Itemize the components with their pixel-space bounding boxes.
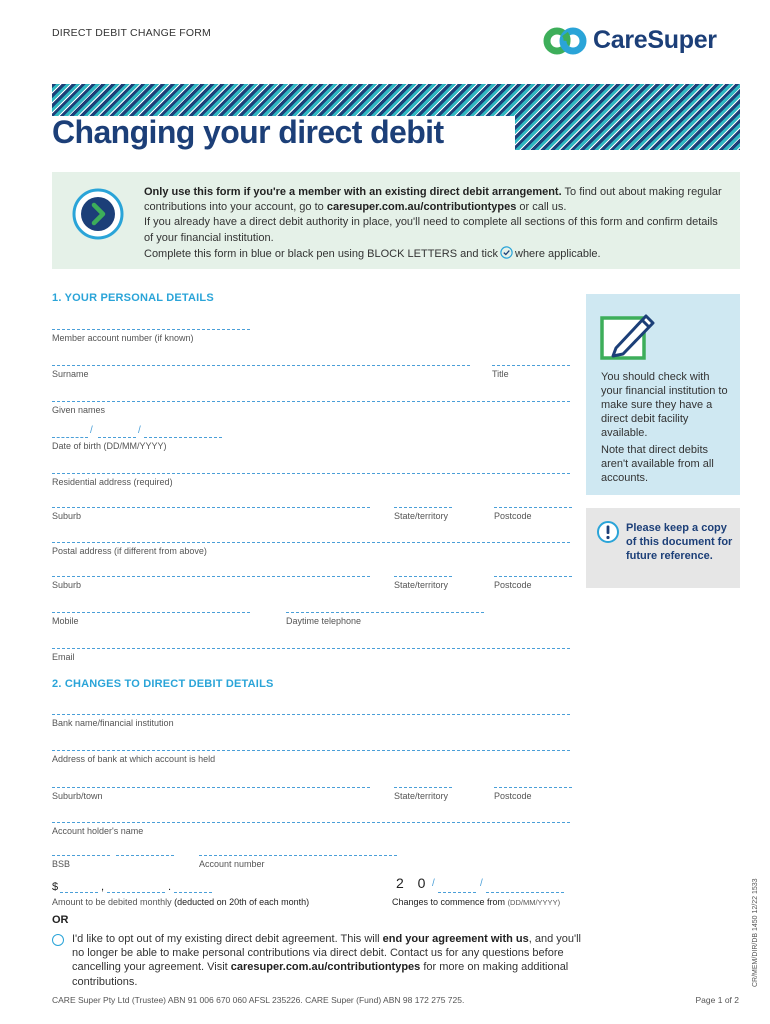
caresuper-logo-icon xyxy=(543,27,587,55)
dob-slash: / xyxy=(138,425,141,436)
arrow-circle-icon xyxy=(70,186,126,242)
bank-address-input[interactable] xyxy=(52,750,570,751)
bank-name-input[interactable] xyxy=(52,714,570,715)
bsb-part2-input[interactable] xyxy=(116,855,174,856)
postal-suburb-input[interactable] xyxy=(52,576,370,577)
daytime-telephone-input[interactable] xyxy=(286,612,484,613)
intro-panel xyxy=(52,172,740,269)
year-prefix: 2 0 xyxy=(396,875,431,891)
bsb-part1-input[interactable] xyxy=(52,855,110,856)
intro-line-2: If you already have a direct debit authority in place, you'll need to complete all sections of this form and confirm details of your financial institution. xyxy=(144,216,718,244)
dob-year-input[interactable] xyxy=(144,437,222,438)
intro-text xyxy=(144,185,724,262)
bank-suburb-label: Suburb/town xyxy=(52,791,103,801)
suburb-label: Suburb xyxy=(52,511,82,521)
amount-comma: , xyxy=(101,881,105,893)
surname-label: Surname xyxy=(52,369,89,379)
amount-cents-input[interactable] xyxy=(174,892,212,893)
check-institution-p2: Note that direct debits aren't available from all accounts. xyxy=(601,444,714,484)
keep-copy-text: Please keep a copy of this document for future reference. xyxy=(626,522,733,562)
or-label: OR xyxy=(52,914,69,926)
exclamation-icon xyxy=(596,520,620,544)
opt-out-link[interactable]: caresuper.com.au/contributiontypes xyxy=(230,961,421,974)
title-label: Title xyxy=(492,369,509,379)
check-institution-p1: You should check with your financial institution to make sure they have a direct debit facility available. xyxy=(601,371,728,439)
bank-state-input[interactable] xyxy=(394,787,452,788)
mobile-label: Mobile xyxy=(52,616,79,626)
postal-state-input[interactable] xyxy=(394,576,452,577)
date-slash: / xyxy=(480,878,483,889)
dob-slash: / xyxy=(90,425,93,436)
state-input[interactable] xyxy=(394,507,452,508)
account-holder-label: Account holder's name xyxy=(52,826,144,836)
commence-month-input[interactable] xyxy=(438,892,476,893)
intro-line-1: Only use this form if you're a member with an existing direct debit arrangement. To find out about making regular contributions into your account, go to caresuper.com.au/contributiontypes or call us. xyxy=(144,186,722,214)
dob-month-input[interactable] xyxy=(98,437,136,438)
section-2-heading: 2. CHANGES TO DIRECT DEBIT DETAILS xyxy=(52,678,274,690)
surname-input[interactable] xyxy=(52,365,470,366)
bank-postcode-label: Postcode xyxy=(494,791,532,801)
opt-out-checkbox[interactable] xyxy=(52,934,64,946)
postal-suburb-label: Suburb xyxy=(52,580,82,590)
bank-state-label: State/territory xyxy=(394,791,449,801)
postcode-label: Postcode xyxy=(494,511,532,521)
account-number-label: Account number xyxy=(199,859,265,869)
decorative-stripe-band xyxy=(52,84,740,116)
email-input[interactable] xyxy=(52,648,570,649)
state-label: State/territory xyxy=(394,511,449,521)
postal-address-input[interactable] xyxy=(52,542,570,543)
tick-circle-icon xyxy=(500,246,513,259)
mobile-input[interactable] xyxy=(52,612,250,613)
amount-thousands-input[interactable] xyxy=(60,892,98,893)
postal-state-label: State/territory xyxy=(394,580,449,590)
intro-line-3: Complete this form in blue or black pen using BLOCK LETTERS and tick where applicable. xyxy=(144,247,601,260)
member-account-input[interactable] xyxy=(52,329,250,330)
form-code: DIRECT DEBIT CHANGE FORM xyxy=(52,27,212,39)
check-institution-panel xyxy=(586,294,740,495)
postcode-input[interactable] xyxy=(494,507,572,508)
postal-address-label: Postal address (if different from above) xyxy=(52,546,207,556)
check-institution-text xyxy=(601,370,733,488)
postal-postcode-input[interactable] xyxy=(494,576,572,577)
bsb-label: BSB xyxy=(52,859,71,869)
page-number: Page 1 of 2 xyxy=(695,995,739,1005)
given-names-input[interactable] xyxy=(52,401,570,402)
opt-out-text: I'd like to opt out of my existing direct debit agreement. This will end your agreement with us, and you'll no longer be able to make personal contributions via direct debit. Contact us for any questions before cancelling your agreement. Visit caresuper.com.au/contributiontypes for more on making additional contributions. xyxy=(72,933,581,988)
postal-postcode-label: Postcode xyxy=(494,580,532,590)
footer-legal: CARE Super Pty Ltd (Trustee) ABN 91 006 670 060 AFSL 235226. CARE Super (Fund) ABN 98 172 275 725. xyxy=(52,995,465,1005)
amount-label: Amount to be debited monthly (deducted on 20th of each month) xyxy=(52,897,310,907)
commence-label: Changes to commence from (DD/MM/YYYY) xyxy=(392,897,561,907)
bank-address-label: Address of bank at which account is held xyxy=(52,754,216,764)
intro-link[interactable]: caresuper.com.au/contributiontypes xyxy=(326,201,517,214)
bank-suburb-input[interactable] xyxy=(52,787,370,788)
bank-name-label: Bank name/financial institution xyxy=(52,718,174,728)
amount-decimal: . xyxy=(168,881,172,893)
caresuper-logo xyxy=(543,26,717,55)
keep-copy-panel xyxy=(586,508,740,588)
form-reference-code: CR/MEM/DIR/DB 1450 12/22 1533 xyxy=(752,878,759,987)
amount-dollars-input[interactable] xyxy=(107,892,165,893)
section-1-heading: 1. YOUR PERSONAL DETAILS xyxy=(52,292,214,304)
date-slash: / xyxy=(432,878,435,889)
dob-label: Date of birth (DD/MM/YYYY) xyxy=(52,441,167,451)
page-title: Changing your direct debit xyxy=(52,114,444,150)
pencil-checkbox-icon xyxy=(600,308,658,362)
decorative-stripe-tail xyxy=(515,116,740,150)
daytime-telephone-label: Daytime telephone xyxy=(286,616,362,626)
suburb-input[interactable] xyxy=(52,507,370,508)
amount-prefix: $ xyxy=(52,881,59,893)
given-names-label: Given names xyxy=(52,405,106,415)
commence-year-input[interactable] xyxy=(486,892,564,893)
title-input[interactable] xyxy=(492,365,570,366)
account-holder-input[interactable] xyxy=(52,822,570,823)
member-account-label: Member account number (if known) xyxy=(52,333,194,343)
email-label: Email xyxy=(52,652,75,662)
residential-address-label: Residential address (required) xyxy=(52,477,173,487)
bank-postcode-input[interactable] xyxy=(494,787,572,788)
residential-address-input[interactable] xyxy=(52,473,570,474)
logo-text: CareSuper xyxy=(593,26,717,54)
dob-day-input[interactable] xyxy=(52,437,88,438)
account-number-input[interactable] xyxy=(199,855,397,856)
